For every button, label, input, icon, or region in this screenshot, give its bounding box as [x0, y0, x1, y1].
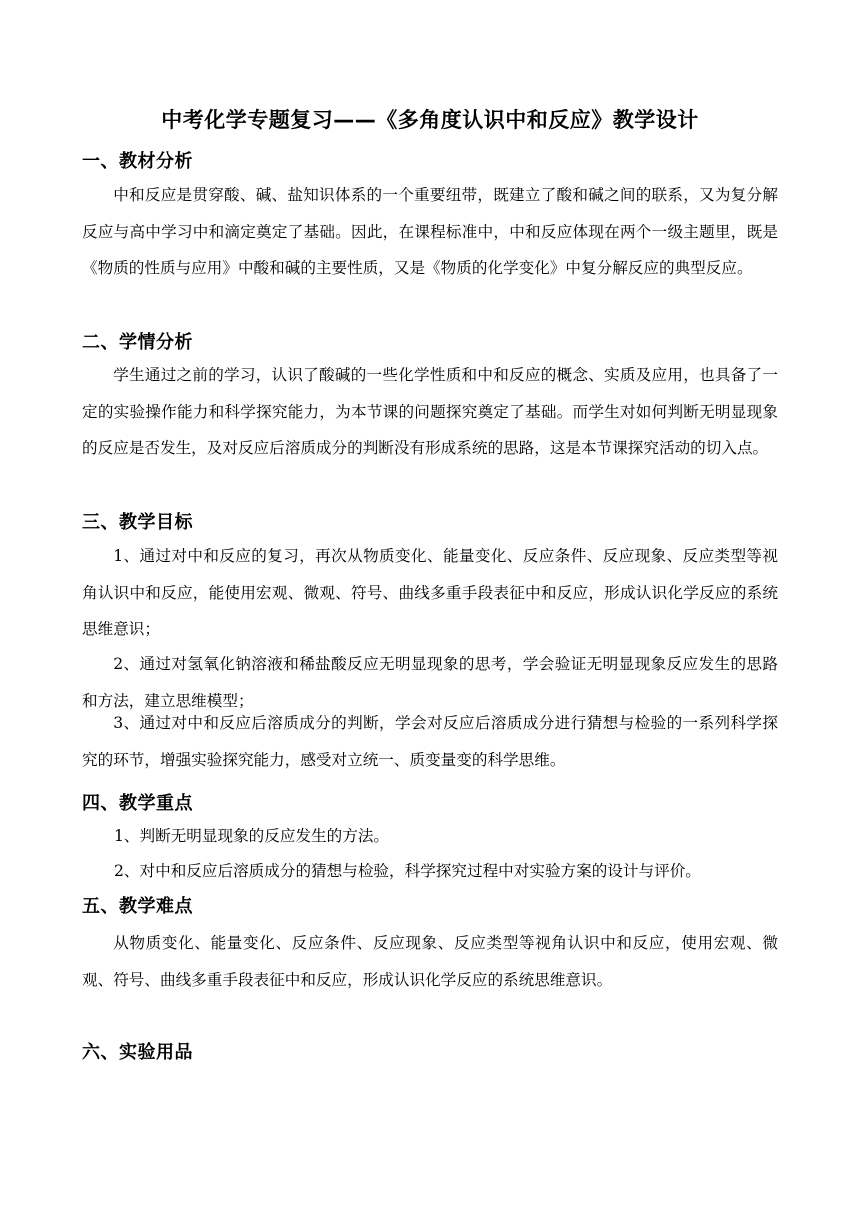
section-heading-textbook-analysis: 一、教材分析: [82, 151, 193, 172]
section-heading-teaching-objectives: 三、教学目标: [82, 512, 193, 533]
section-paragraph: 从物质变化、能量变化、反应条件、反应现象、反应类型等视角认识中和反应，使用宏观、微观、符号、曲线多重手段表征中和反应，形成认识化学反应的系统思维意识。: [82, 934, 778, 989]
objective-paragraph: 2、通过对氢氧化钠溶液和稀盐酸反应无明显现象的思考，学会验证无明显现象反应发生的思路和方法，建立思维模型；: [82, 655, 778, 710]
section-heading-experiment-materials: 六、实验用品: [82, 1042, 193, 1063]
key-point-item: 1、判断无明显现象的反应发生的方法。: [114, 827, 390, 845]
section-heading-teaching-difficulties: 五、教学难点: [82, 896, 193, 917]
key-point-item: 2、对中和反应后溶质成分的猜想与检验，科学探究过程中对实验方案的设计与评价。: [114, 862, 701, 880]
objective-paragraph: 1、通过对中和反应的复习，再次从物质变化、能量变化、反应条件、反应现象、反应类型等视角认识中和反应，能使用宏观、微观、符号、曲线多重手段表征中和反应，形成认识化学反应的系统思维意识；: [82, 547, 778, 638]
section-paragraph: 中和反应是贯穿酸、碱、盐知识体系的一个重要纽带，既建立了酸和碱之间的联系，又为复分解反应与高中学习中和滴定奠定了基础。因此，在课程标准中，中和反应体现在两个一级主题里，既是《物质的性质与应用》中酸和碱的主要性质，又是《物质的化学变化》中复分解反应的典型反应。: [82, 186, 778, 277]
section-heading-teaching-key-points: 四、教学重点: [82, 793, 193, 814]
document-title: 中考化学专题复习——《多角度认识中和反应》教学设计: [161, 108, 699, 132]
objective-paragraph: 3、通过对中和反应后溶质成分的判断，学会对反应后溶质成分进行猜想与检验的一系列科学探究的环节，增强实验探究能力，感受对立统一、质变量变的科学思维。: [82, 714, 778, 769]
section-paragraph: 学生通过之前的学习，认识了酸碱的一些化学性质和中和反应的概念、实质及应用，也具备了一定的实验操作能力和科学探究能力，为本节课的问题探究奠定了基础。而学生对如何判断无明显现象的反应是否发生，及对反应后溶质成分的判断没有形成系统的思路，这是本节课探究活动的切入点。: [82, 366, 778, 457]
section-heading-student-analysis: 二、学情分析: [82, 332, 193, 353]
